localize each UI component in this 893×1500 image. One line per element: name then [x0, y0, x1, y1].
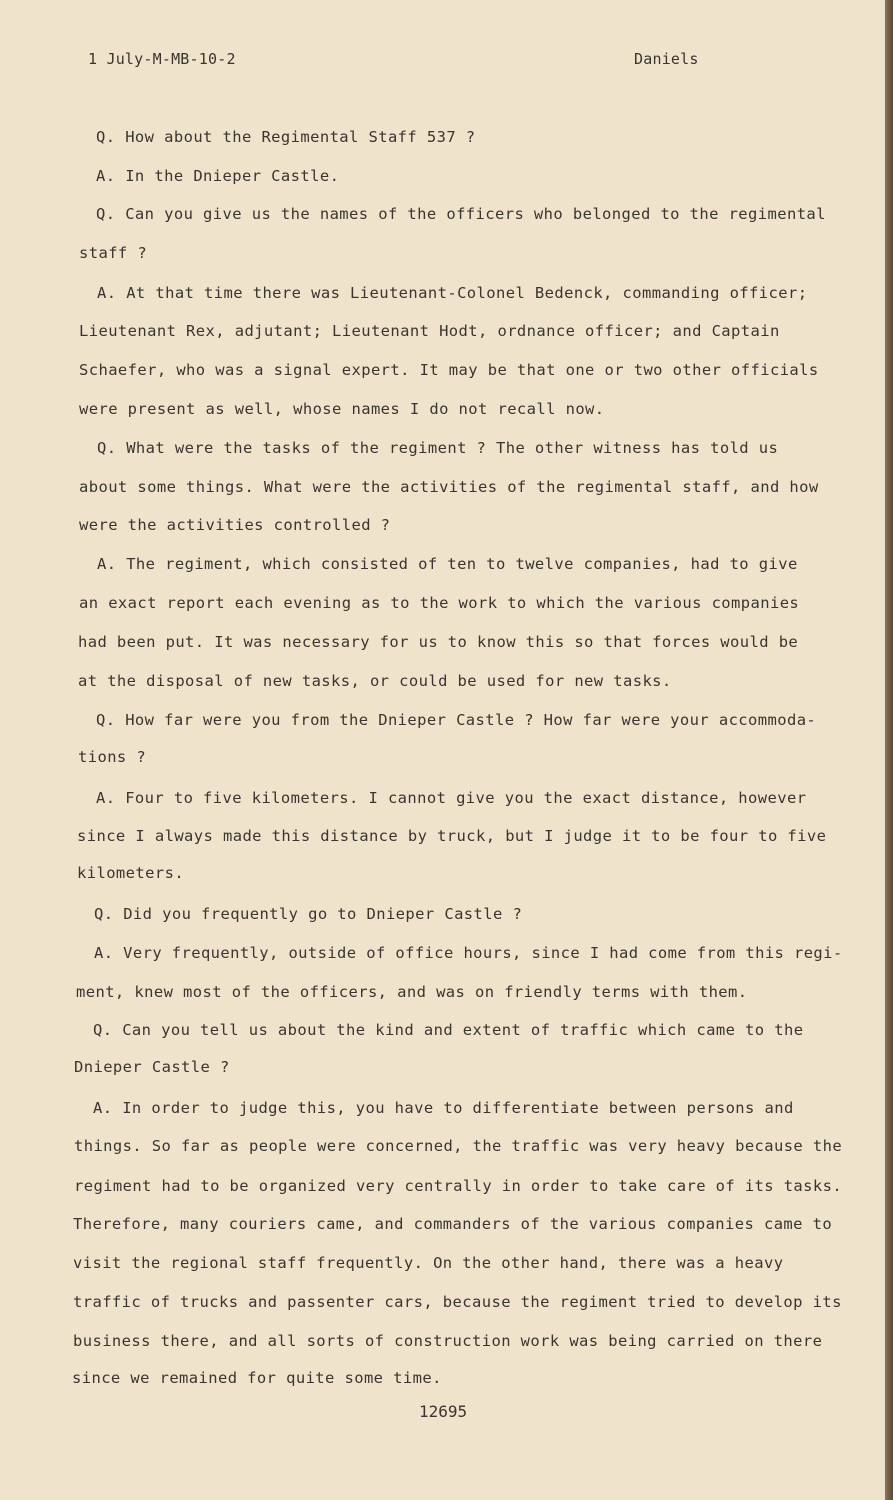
text-line: since we remained for quite some time.: [72, 1369, 442, 1387]
text-line: things. So far as people were concerned, the traffic was very heavy because the: [74, 1137, 843, 1155]
text-line: Q. How about the Regimental Staff 537 ?: [96, 128, 476, 146]
document-reference: 1 July-M-MB-10-2: [88, 50, 236, 68]
text-line: had been put. It was necessary for us to know this so that forces would be: [78, 633, 799, 651]
text-line: business there, and all sorts of construction work was being carried on there: [73, 1332, 823, 1350]
text-line: Schaefer, who was a signal expert. It may be that one or two other officials: [79, 361, 819, 379]
text-line: visit the regional staff frequently. On the other hand, there was a heavy: [73, 1254, 784, 1272]
text-line: Lieutenant Rex, adjutant; Lieutenant Hodt, ordnance officer; and Captain: [79, 322, 780, 340]
page-number: 12695: [419, 1402, 468, 1421]
text-line: an exact report each evening as to the work to which the various companies: [79, 594, 800, 612]
text-line: ment, knew most of the officers, and was on friendly terms with them.: [76, 983, 748, 1001]
text-line: Q. What were the tasks of the regiment ? The other witness has told us: [97, 439, 779, 457]
text-line: A. At that time there was Lieutenant-Colonel Bedenck, commanding officer;: [97, 284, 808, 302]
text-line: tions ?: [78, 748, 147, 766]
text-line: kilometers.: [77, 864, 185, 882]
text-line: A. Four to five kilometers. I cannot give you the exact distance, however: [96, 789, 807, 807]
witness-name: Daniels: [634, 50, 699, 68]
text-line: Q. Can you tell us about the kind and extent of traffic which came to the: [93, 1021, 804, 1039]
text-line: Therefore, many couriers came, and commanders of the various companies came to: [73, 1215, 833, 1233]
text-line: A. The regiment, which consisted of ten to twelve companies, had to give: [97, 555, 798, 573]
text-line: traffic of trucks and passenter cars, because the regiment tried to develop its: [73, 1293, 842, 1311]
text-line: since I always made this distance by truck, but I judge it to be four to five: [77, 827, 827, 845]
text-line: at the disposal of new tasks, or could be used for new tasks.: [78, 672, 672, 690]
text-line: A. In the Dnieper Castle.: [96, 167, 340, 185]
text-line: were present as well, whose names I do not recall now.: [79, 400, 605, 418]
text-line: were the activities controlled ?: [79, 516, 391, 534]
text-line: Q. How far were you from the Dnieper Castle ? How far were your accommoda-: [96, 711, 817, 729]
text-line: Q. Did you frequently go to Dnieper Castle ?: [94, 905, 523, 923]
text-line: A. Very frequently, outside of office hours, since I had come from this regi-: [94, 944, 843, 962]
text-line: Dnieper Castle ?: [74, 1058, 230, 1076]
text-line: staff ?: [79, 244, 148, 262]
text-line: about some things. What were the activities of the regimental staff, and how: [79, 478, 819, 496]
page-edge: [885, 0, 893, 1500]
text-line: A. In order to judge this, you have to differentiate between persons and: [93, 1099, 794, 1117]
text-line: regiment had to be organized very centrally in order to take care of its tasks.: [74, 1177, 843, 1195]
text-line: Q. Can you give us the names of the officers who belonged to the regimental: [96, 205, 826, 223]
